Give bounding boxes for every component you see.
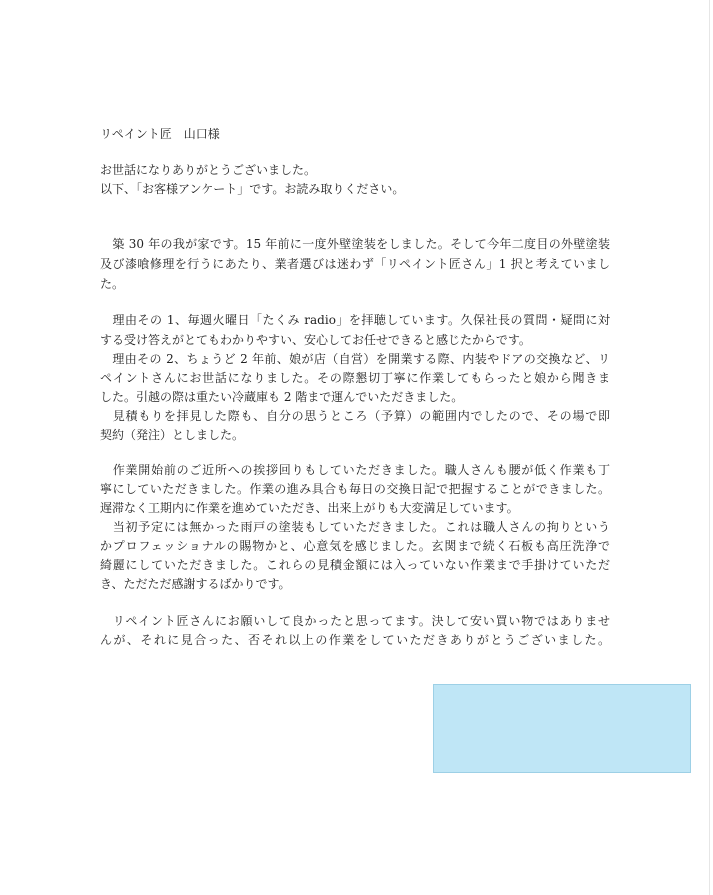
body-line: 及び漆喰修理を行うにあたり、業者選びは迷わず「リペイント匠さん」1 択と考えていまし — [100, 257, 610, 271]
body-line: 理由その 2、ちょうど 2 年前、娘が店（自営）を開業する際、内装やドアの交換など、リ — [100, 352, 610, 366]
body-line: 作業開始前のご近所への挨拶回りもしていただきました。職人さんも腰が低く作業も丁 — [100, 463, 610, 477]
body-line: 見積もりを拝見した際も、自分の思うところ（予算）の範囲内でしたので、その場で即 — [100, 409, 610, 423]
body-line: んが、それに見合った、否それ以上の作業をしていただきありがとうございました。 — [100, 633, 610, 647]
body-line: する受け答えがとてもわかりやすい、安心してお任せできると感じたからです。 — [100, 333, 531, 347]
salutation: リペイント匠 山口様 — [100, 127, 220, 141]
body-line: リペイント匠さんにお願いして良かったと思ってます。決して安い買い物ではありませ — [100, 614, 610, 628]
body-line: ペイントさんにお世話になりました。その際懇切丁寧に作業してもらったと娘から聞きま — [100, 371, 610, 385]
page-edge — [709, 0, 710, 895]
body-line: 築 30 年の我が家です。15 年前に一度外壁塗装をしました。そして今年二度目の外壁塗装 — [100, 237, 610, 251]
body-line: き、ただただ感謝するばかりです。 — [100, 577, 291, 591]
body-line: した。引越の際は重たい冷蔵庫も 2 階まで運んでいただきました。 — [100, 390, 464, 404]
intro-line: お世話になりありがとうございました。 — [100, 163, 317, 177]
body-line: 契約（発注）としました。 — [100, 428, 245, 442]
body-line: 綺麗にしていただきました。これらの見積金額には入っていない作業まで手掛けていただ — [100, 558, 610, 572]
body-line: 理由その 1、毎週火曜日「たくみ radio」を拝聴しています。久保社長の質問・疑問に対 — [100, 313, 610, 327]
body-line: 当初予定には無かった雨戸の塗装もしていただきました。これは職人さんの拘りという — [100, 520, 610, 534]
body-line: 遅滞なく工期内に作業を進めていただき、出来上がりも大変満足しています。 — [100, 501, 519, 515]
body-line: 寧にしていただきました。作業の進み具合も毎日の交換日記で把握することができました。 — [100, 482, 610, 496]
body-line: かプロフェッショナルの賜物かと、心意気を感じました。玄関まで続く石板も高圧洗浄で — [100, 539, 610, 553]
redaction-box — [433, 684, 691, 773]
body-line: た。 — [100, 277, 125, 291]
intro-line: 以下、「お客様アンケート」です。お読み取りください。 — [100, 182, 405, 196]
